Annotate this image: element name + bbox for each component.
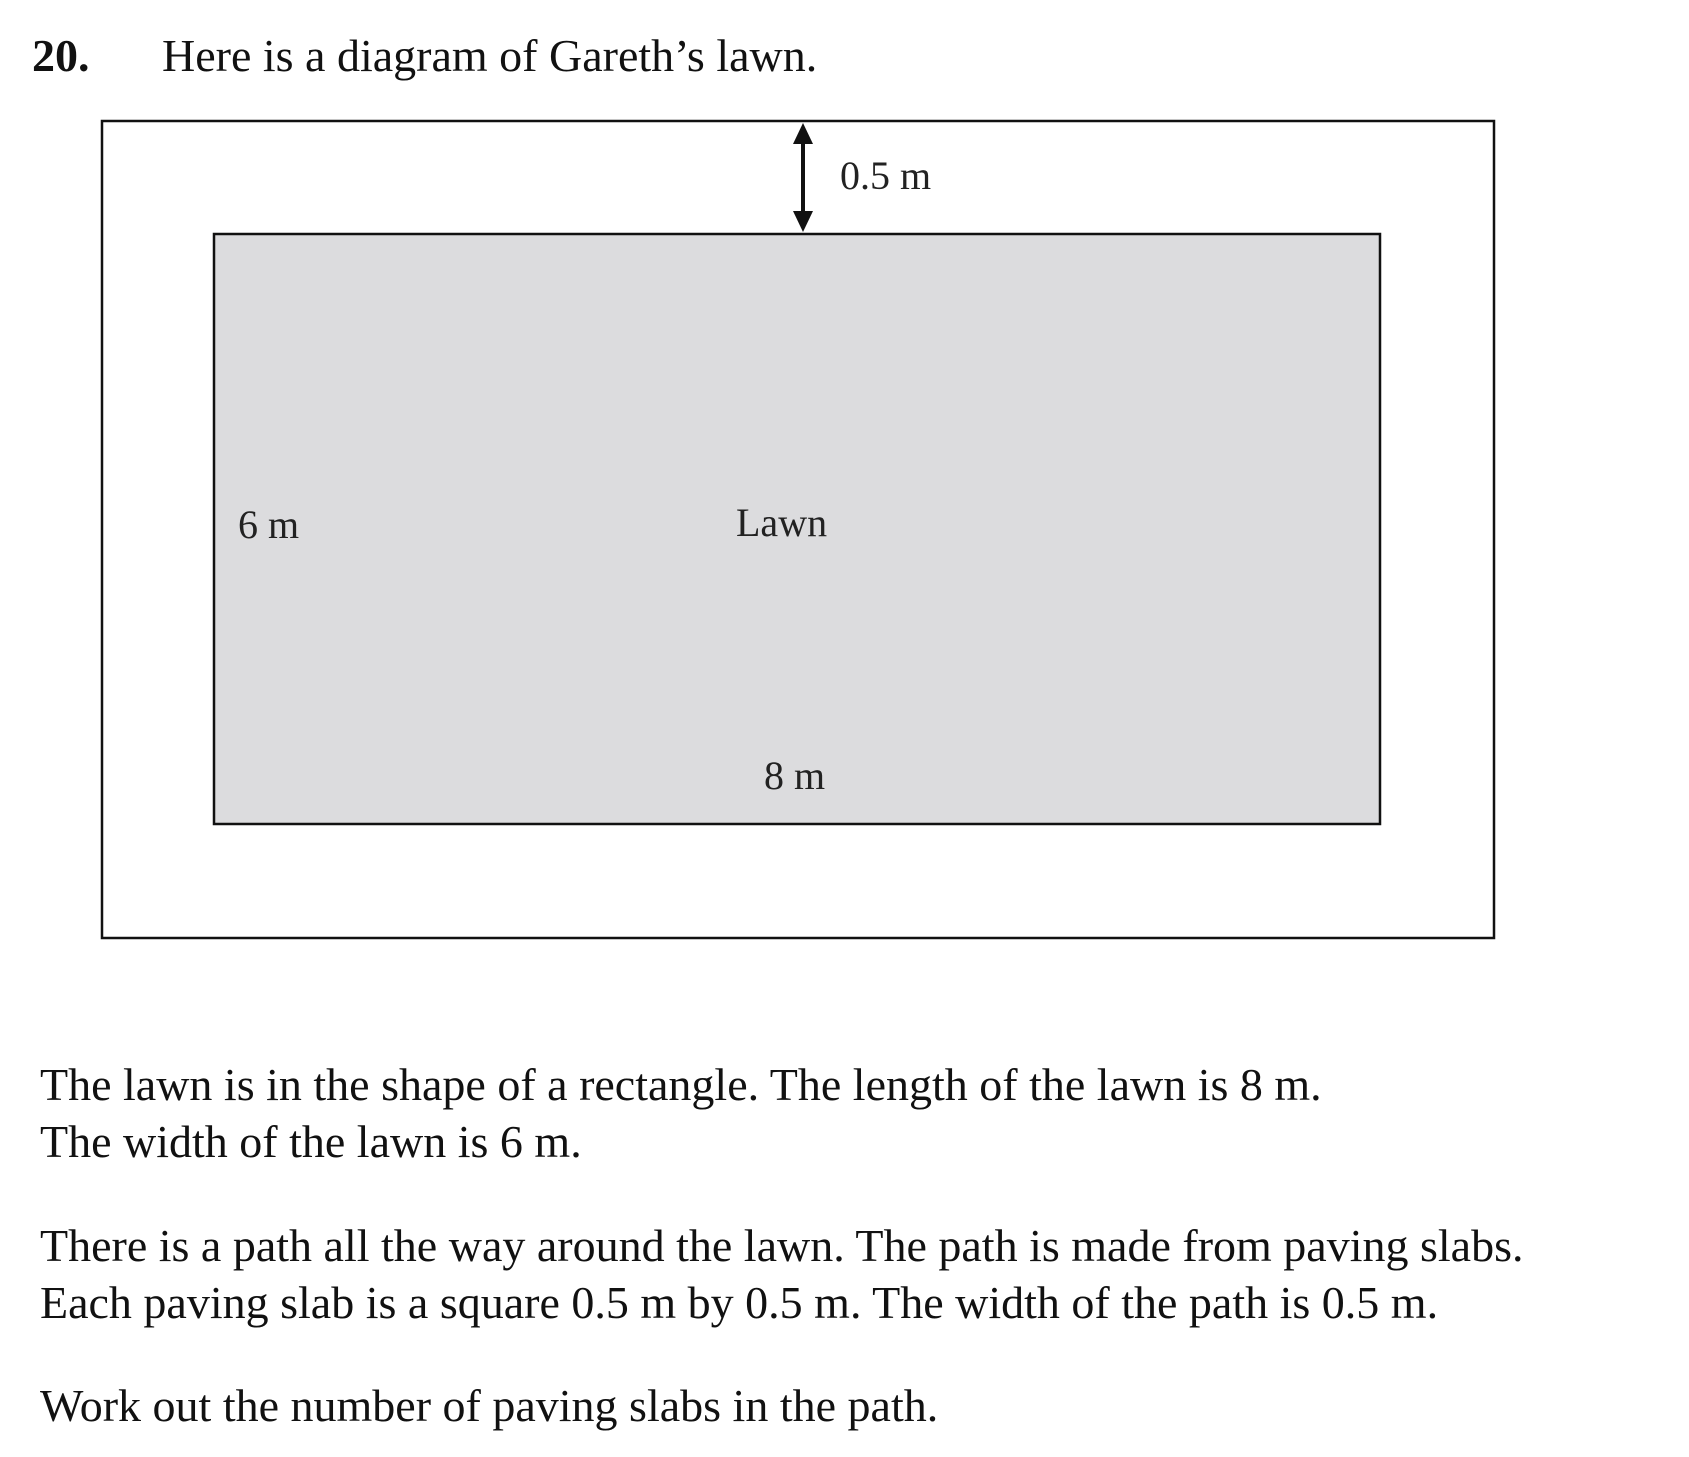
paragraph-path-description [40, 1217, 1524, 1331]
lawn-label: Lawn [736, 500, 828, 545]
lawn-width-label: 6 m [238, 502, 300, 547]
question-number: 20. [32, 30, 90, 81]
path-width-label: 0.5 m [840, 153, 932, 198]
question-intro: Here is a diagram of Gareth’s lawn. [162, 30, 818, 81]
paragraph-line: Work out the number of paving slabs in the path. [40, 1380, 939, 1431]
paragraph-line: The width of the lawn is 6 m. [40, 1116, 582, 1167]
lawn-length-label: 8 m [764, 753, 826, 798]
paragraph-lawn-dimensions [40, 1056, 1322, 1170]
paragraph-line: The lawn is in the shape of a rectangle. The length of the lawn is 8 m. [40, 1059, 1322, 1110]
paragraph-line: Each paving slab is a square 0.5 m by 0.5 m. The width of the path is 0.5 m. [40, 1277, 1439, 1328]
paragraph-line: There is a path all the way around the lawn. The path is made from paving slabs. [40, 1220, 1524, 1271]
paragraph-task [40, 1377, 938, 1434]
